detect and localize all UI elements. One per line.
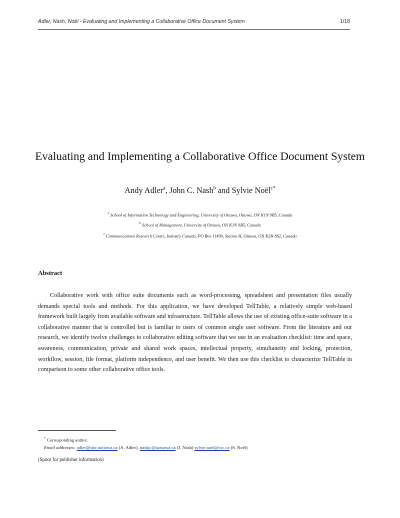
running-title: Adler, Nash, Noël - Evaluating and Implementing a Collaborative Office Document System	[38, 19, 245, 25]
affiliation-text: Communications Research Centre, Industry Canada, PO Box 11490, Station H, Ottawa, ON K2H 8S2, Canada	[105, 233, 297, 239]
paper-title: Evaluating and Implementing a Collaborative Office Document System	[35, 151, 365, 163]
footnote-mark: *	[44, 436, 46, 440]
affiliation-mark: b	[139, 221, 142, 226]
author-list	[30, 186, 370, 195]
affiliation-text: School of Management, University of Ottawa, ON K1N 9B5, Canada	[142, 222, 261, 228]
page-number: 1/18	[339, 19, 350, 25]
author-mark: b	[213, 186, 216, 192]
footnote-corresponding	[44, 435, 360, 444]
affiliation-text: School of Information Technology and Engineering, University of Ottawa, Ottawa, ON K1N 9B5, Canada	[110, 212, 293, 218]
author-name: Andy Adler	[124, 186, 164, 195]
footnote-emails	[44, 444, 360, 451]
author-name: Sylvie Noël	[231, 186, 271, 195]
email-link-noel[interactable]: sylvie.noel@crc.ca	[194, 444, 230, 450]
affiliation-mark: c	[103, 231, 105, 236]
author-mark: c*	[270, 186, 276, 192]
footnote	[44, 435, 360, 451]
author-separator: and	[215, 186, 232, 195]
affiliation-list	[40, 209, 360, 240]
abstract-heading: Abstract	[38, 270, 63, 277]
publisher-space-note: (Space for publisher information)	[38, 458, 104, 463]
author-name: John C. Nash	[169, 186, 214, 195]
author-mark: a	[163, 186, 166, 192]
affiliation-mark: a	[107, 211, 110, 215]
affiliation	[40, 230, 360, 240]
corresponding-author-note: Corresponding author.	[46, 437, 88, 443]
email-link-adler[interactable]: adler@site.uottawa.ca	[76, 444, 118, 450]
affiliation	[40, 209, 360, 219]
email-owner: (A. Adler),	[118, 444, 139, 450]
affiliation	[40, 219, 360, 229]
email-link-nash[interactable]: nashjc@uottawa.ca	[139, 444, 176, 450]
author-separator: ,	[165, 186, 170, 195]
email-label: Email addresses:	[44, 444, 76, 450]
footnote-rule	[38, 430, 116, 431]
email-owner: (J. Nash)	[176, 444, 194, 450]
running-header	[38, 19, 350, 30]
email-owner: (S. Noël)	[230, 444, 248, 450]
abstract-body: Collaborative work with office suite documents such as word-processing, spreadsheet and presentation files usually demands special tools and methods. For this application, we have developed TellTable, a relatively simple web-based framework built largely from available software and infrastructure. TellTable allows the use of existing office-suite software in a collaborative manner that is controlled but is familiar to users of common single user software. From the literature and our research, we identify twelve challenges to collaborative editing software that we use in an evaluation checklist: time and space, awareness, communication, private and shared work spaces, intellectual property, simultaneity and locking, protection, workflow, session, file format, platform independence, and user benefit. We then use this checklist to characterize TellTable in comparison to some other collaborative office tools.	[38, 293, 352, 374]
